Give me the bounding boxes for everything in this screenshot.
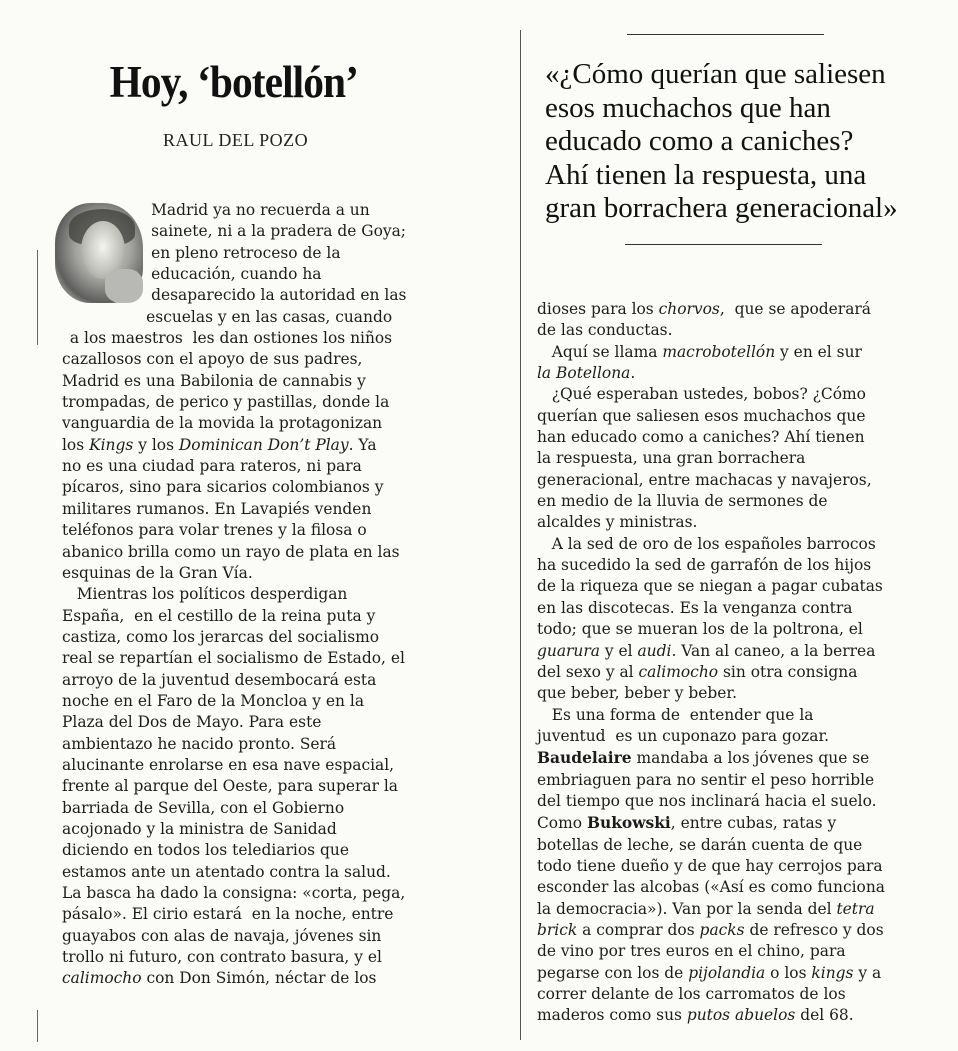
text-line bbox=[537, 984, 885, 1005]
text-line bbox=[537, 856, 885, 877]
text-run: frente al parque del Oeste, para superar la bbox=[62, 777, 399, 796]
text-line bbox=[537, 835, 885, 856]
pull-quote-line: gran borrachera generacional» bbox=[545, 192, 898, 224]
text-run: pícaros, sino para sicarios colombianos y bbox=[62, 478, 384, 497]
italic-text: brick bbox=[537, 920, 578, 939]
text-line bbox=[537, 877, 885, 898]
text-line bbox=[62, 819, 406, 840]
text-run: la democracia»). Van por la senda del bbox=[537, 899, 837, 918]
text-run: cazallosos con el apoyo de sus padres, bbox=[62, 350, 363, 369]
text-line bbox=[62, 584, 406, 605]
text-run: A la sed de oro de los españoles barrocos bbox=[537, 534, 876, 553]
text-line bbox=[62, 904, 406, 925]
text-line bbox=[62, 285, 406, 306]
text-line bbox=[537, 512, 885, 533]
text-line bbox=[62, 563, 406, 584]
text-run: educación, cuando ha bbox=[151, 265, 322, 284]
text-run: Mientras los políticos desperdigan bbox=[62, 585, 348, 604]
text-run: correr delante de los carromatos de los bbox=[537, 985, 846, 1003]
text-line bbox=[62, 371, 406, 392]
text-run: desaparecido la autoridad en las bbox=[151, 286, 407, 305]
text-run: de vino por tres euros en el chino, para bbox=[537, 942, 846, 961]
italic-text: packs bbox=[699, 920, 745, 939]
text-line bbox=[62, 413, 406, 434]
text-line bbox=[537, 899, 885, 920]
text-run: o los bbox=[765, 963, 812, 982]
text-line bbox=[537, 963, 885, 984]
text-run: del sexo y al bbox=[537, 662, 639, 681]
text-run: trollo ni futuro, con contrato basura, y el bbox=[62, 948, 382, 967]
text-run: vanguardia de la movida la protagonizan bbox=[62, 414, 383, 433]
text-line bbox=[537, 662, 885, 683]
text-run: juventud es un cuponazo para gozar. bbox=[537, 726, 830, 745]
text-run: arroyo de la juventud desembocará esta bbox=[62, 670, 377, 689]
text-line bbox=[537, 941, 885, 962]
text-run: dioses para los bbox=[537, 300, 659, 318]
text-run: esconder las alcobas («Así es como funciona bbox=[537, 878, 885, 897]
byline: RAUL DEL POZO bbox=[163, 130, 309, 150]
text-run: han educado como a caniches? Ahí tienen bbox=[537, 428, 865, 447]
text-run: pásalo». El cirio estará en la noche, entre bbox=[62, 905, 394, 924]
text-line bbox=[537, 726, 885, 747]
italic-text: pijolandia bbox=[688, 963, 766, 982]
text-run: castiza, como los jerarcas del socialismo bbox=[62, 627, 380, 646]
text-line bbox=[537, 747, 885, 769]
text-run: en las discotecas. Es la venganza contra bbox=[537, 598, 853, 617]
text-run: y en el sur bbox=[775, 342, 862, 361]
text-run: de las conductas. bbox=[537, 321, 673, 340]
text-line bbox=[537, 791, 885, 812]
text-line bbox=[537, 683, 885, 704]
text-run: en medio de la lluvia de sermones de bbox=[537, 492, 828, 511]
text-run: diciendo en todos los telediarios que bbox=[62, 841, 349, 860]
text-line bbox=[537, 491, 885, 512]
text-line bbox=[537, 641, 885, 662]
text-run: . Van al caneo, a la berrea bbox=[671, 641, 876, 660]
text-run: y a bbox=[853, 963, 882, 982]
text-run: Madrid es una Babilonia de cannabis y bbox=[62, 371, 366, 390]
text-run: . Ya bbox=[348, 435, 377, 454]
pull-quote bbox=[545, 58, 898, 226]
text-line bbox=[62, 968, 406, 989]
text-run: botellas de leche, se darán cuenta de que bbox=[537, 835, 863, 854]
margin-rule bbox=[37, 1010, 38, 1042]
italic-text: chorvos bbox=[658, 300, 720, 318]
bold-text: Bukowski bbox=[586, 813, 671, 833]
text-run: noche en el Faro de la Moncloa y en la bbox=[62, 691, 365, 710]
text-line bbox=[537, 598, 885, 619]
text-line bbox=[537, 363, 885, 384]
text-line bbox=[62, 243, 406, 264]
text-run: embriaguen para no sentir el peso horrible bbox=[537, 770, 875, 789]
text-line bbox=[62, 392, 406, 413]
text-line bbox=[62, 200, 406, 221]
text-run: guayabos con alas de navaja, jóvenes sin bbox=[62, 926, 382, 945]
pull-quote-line: esos muchachos que han bbox=[545, 91, 831, 124]
text-run: maderos como sus bbox=[537, 1006, 687, 1025]
text-line bbox=[537, 320, 885, 341]
text-line bbox=[62, 691, 406, 712]
text-line bbox=[62, 627, 406, 648]
text-line bbox=[62, 862, 406, 883]
text-line bbox=[537, 619, 885, 640]
text-line bbox=[62, 349, 406, 370]
text-run: y los bbox=[133, 435, 179, 454]
italic-text: audi bbox=[637, 641, 672, 660]
text-run: y el bbox=[599, 641, 638, 660]
column-2 bbox=[537, 299, 885, 1027]
italic-text: Dominican Don’t Play bbox=[178, 435, 349, 454]
text-line bbox=[62, 435, 406, 456]
text-line bbox=[62, 840, 406, 861]
italic-text: calimocho bbox=[638, 662, 719, 681]
text-run: con Don Simón, néctar de los bbox=[141, 969, 377, 988]
text-run: , que se apoderará bbox=[719, 300, 871, 318]
text-line bbox=[537, 1005, 885, 1026]
text-run: sainete, ni a la pradera de Goya; bbox=[151, 222, 407, 241]
pull-quote-line: «¿Cómo querían que saliesen bbox=[545, 58, 886, 90]
text-line bbox=[537, 534, 885, 555]
text-run: abanico brilla como un rayo de plata en las bbox=[62, 542, 400, 561]
text-run: de refresco y dos bbox=[744, 920, 884, 939]
text-run: de la riqueza que se niegan a pagar cubatas bbox=[537, 577, 883, 596]
italic-text: macrobotellón bbox=[662, 342, 776, 361]
text-line bbox=[537, 576, 885, 597]
text-run: real se repartían el socialismo de Estado, el bbox=[62, 649, 405, 668]
text-run: todo; que se mueran los de la poltrona, el bbox=[537, 620, 863, 639]
text-line bbox=[62, 755, 406, 776]
pull-quote-bottom-rule bbox=[625, 244, 822, 245]
text-run: no es una ciudad para rateros, ni para bbox=[62, 457, 362, 476]
text-run: barriada de Sevilla, con el Gobierno bbox=[62, 798, 345, 817]
text-line bbox=[537, 812, 885, 834]
text-line bbox=[62, 606, 406, 627]
text-run: todo tiene dueño y de que hay cerrojos para bbox=[537, 856, 883, 875]
text-line bbox=[537, 705, 885, 726]
text-line bbox=[62, 926, 406, 947]
text-line bbox=[62, 648, 406, 669]
text-line bbox=[62, 776, 406, 797]
text-run: Como bbox=[537, 814, 587, 833]
text-line bbox=[62, 734, 406, 755]
column-divider bbox=[520, 30, 521, 1040]
text-line bbox=[62, 499, 406, 520]
text-line bbox=[62, 307, 406, 328]
text-run: ha sucedido la sed de garrafón de los hijos bbox=[537, 556, 872, 575]
pull-quote-top-rule bbox=[627, 34, 824, 35]
text-run: esquinas de la Gran Vía. bbox=[62, 563, 253, 582]
text-run: escuelas y en las casas, cuando bbox=[146, 307, 393, 326]
text-run: del 68. bbox=[795, 1006, 854, 1025]
text-run: a los maestros les dan ostiones los niños bbox=[69, 329, 393, 348]
text-run: Es una forma de entender que la bbox=[537, 705, 814, 724]
text-line bbox=[62, 264, 406, 285]
text-line bbox=[62, 328, 406, 349]
text-run: Madrid ya no recuerda a un bbox=[151, 201, 370, 219]
text-line bbox=[62, 712, 406, 733]
text-run: sin otra consigna bbox=[718, 662, 858, 681]
text-line bbox=[62, 947, 406, 968]
text-line bbox=[537, 920, 885, 941]
italic-text: calimocho bbox=[62, 969, 142, 988]
text-line bbox=[62, 520, 406, 541]
text-line bbox=[537, 406, 885, 427]
bold-text: Baudelaire bbox=[537, 748, 632, 768]
text-run: La basca ha dado la consigna: «corta, pega, bbox=[62, 884, 406, 902]
margin-rule bbox=[37, 250, 38, 345]
pull-quote-line: educado como a caniches? bbox=[545, 125, 854, 157]
text-line bbox=[62, 883, 406, 904]
italic-text: putos abuelos bbox=[686, 1006, 796, 1025]
italic-text: Kings bbox=[89, 435, 134, 454]
text-line bbox=[537, 555, 885, 576]
text-run: , entre cubas, ratas y bbox=[670, 814, 837, 833]
text-run: los bbox=[62, 435, 90, 454]
text-run: teléfonos para volar trenes y la filosa o bbox=[62, 521, 367, 540]
text-line bbox=[62, 221, 406, 242]
text-line bbox=[62, 456, 406, 477]
text-run: ¿Qué esperaban ustedes, bobos? ¿Cómo bbox=[537, 385, 866, 404]
text-run: mandaba a los jóvenes que se bbox=[631, 749, 870, 768]
text-run: ambientazo he nacido pronto. Será bbox=[62, 734, 337, 753]
text-line bbox=[537, 470, 885, 491]
italic-text: guarura bbox=[537, 641, 600, 660]
italic-text: kings bbox=[811, 963, 854, 982]
text-line bbox=[537, 448, 885, 469]
italic-text: la Botellona bbox=[537, 364, 631, 383]
italic-text: tetra bbox=[836, 899, 875, 918]
text-line bbox=[62, 670, 406, 691]
text-run: . bbox=[630, 364, 636, 383]
text-run: que beber, beber y beber. bbox=[537, 684, 737, 703]
text-run: estamos ante un atentado contra la salud. bbox=[62, 862, 391, 881]
text-line bbox=[537, 299, 885, 320]
text-line bbox=[537, 342, 885, 363]
text-run: pegarse con los de bbox=[537, 963, 689, 982]
text-run: militares rumanos. En Lavapiés venden bbox=[62, 499, 372, 518]
text-run: alucinante enrolarse en esa nave espacial, bbox=[62, 755, 395, 774]
text-run: en pleno retroceso de la bbox=[151, 243, 341, 262]
text-run: del tiempo que nos inclinará hacia el suelo. bbox=[537, 791, 877, 810]
text-line bbox=[537, 384, 885, 405]
pull-quote-line: Ahí tienen la respuesta, una bbox=[545, 158, 867, 191]
text-run: Plaza del Dos de Mayo. Para este bbox=[62, 713, 322, 732]
text-run: generacional, entre machacas y navajeros, bbox=[537, 470, 872, 489]
text-line bbox=[537, 427, 885, 448]
text-line bbox=[537, 770, 885, 791]
text-line bbox=[62, 477, 406, 498]
article-title: Hoy, ‘botellón’ bbox=[109, 57, 358, 107]
text-line bbox=[62, 542, 406, 563]
text-run: la respuesta, una gran borrachera bbox=[537, 449, 806, 468]
text-run: a comprar dos bbox=[577, 920, 700, 939]
text-run: alcaldes y ministras. bbox=[537, 513, 698, 532]
text-run: trompadas, de perico y pastillas, donde la bbox=[62, 393, 390, 412]
text-run: España, en el cestillo de la reina puta y bbox=[62, 606, 376, 625]
text-run: querían que saliesen esos muchachos que bbox=[537, 406, 866, 425]
column-1 bbox=[62, 200, 406, 990]
text-run: acojonado y la ministra de Sanidad bbox=[62, 819, 337, 838]
text-run: Aquí se llama bbox=[537, 342, 663, 361]
text-line bbox=[62, 798, 406, 819]
